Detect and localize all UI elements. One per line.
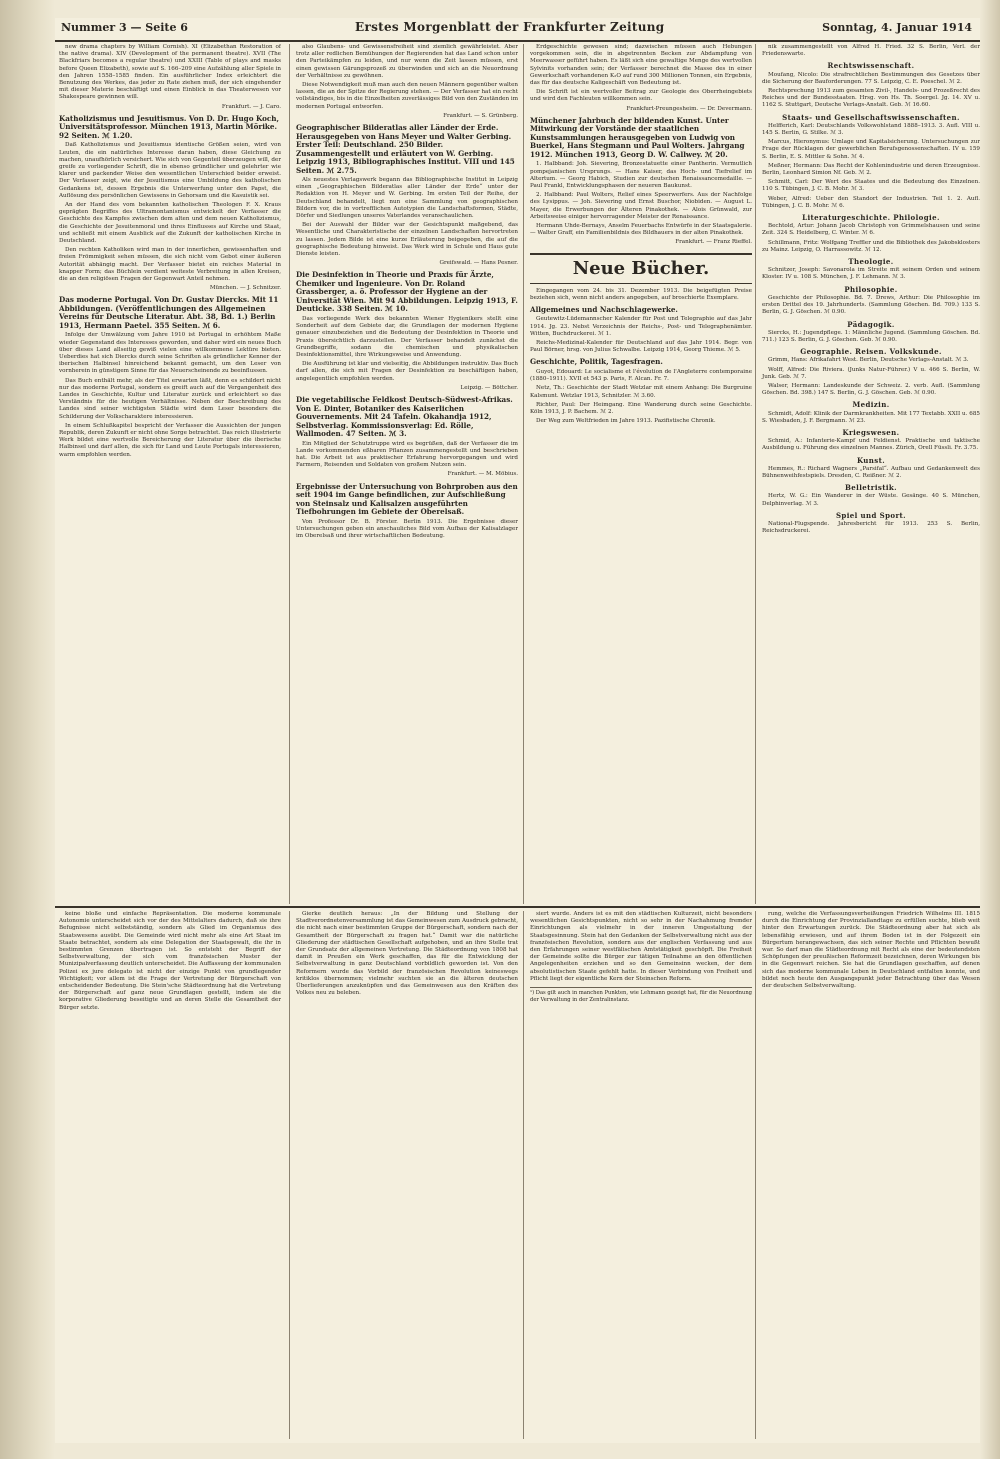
- review-paragraph: Schnitzer, Joseph: Savonarola im Streite mit seinem Orden und seinem Kloster. IV u. 108 S. München, J. F. Lehmann. ℳ 3.: [762, 267, 980, 281]
- column-1: [59, 44, 281, 904]
- article-paragraph: rung, welche die Verfassungsverheißungen Friedrich Wilhelms III. 1815 durch die Einrichtung der Provinziallandtage zu erfüllen suchte, blieb weit hinter den Erwartungen zurück. Die Städteordnung aber hat sich als lebensfähig erwiesen, und auf ihrem Boden ist in der Folgezeit ein Bürgertum herangewachsen, das sich seiner Rechte und Pflichten bewußt war. So darf man die Städteordnung mit Recht als eine der bedeutendsten Schöpfungen der preußischen Reformzeit bezeichnen, deren Wirkungen bis in die Gegenwart reichen. Sie hat die Grundlagen geschaffen, auf denen sich das moderne kommunale Leben in Deutschland entfalten konnte, und bildet noch heute den Ausgangspunkt jeder Betrachtung über das Wesen der deutschen Selbstverwaltung.: [762, 911, 980, 990]
- review-paragraph: National-Flugspende. Jahresbericht für 1913. 253 S. Berlin, Reichsdruckerei.: [762, 520, 980, 535]
- review-paragraph: Bei der Auswahl der Bilder war der Gesichtspunkt maßgebend, das Wesentliche und Charakteristische der einzelnen Landschaften hervortreten zu lassen. Jedem Bilde ist eine kurze Erläuterung beigegeben, die auf die geographische Bedeutung hinweist. Das Werk wird in Schule und Haus gute Dienste leisten.: [296, 222, 518, 258]
- review-paragraph: Wolff, Alfred: Die Riviera. (Junks Natur-Führer.) V u. 466 S. Berlin, W. Junk. Geb. ℳ 7.: [762, 366, 980, 380]
- lower-column-4: [755, 911, 980, 1439]
- author-signature: Frankfurt. — S. Grünberg.: [443, 112, 518, 119]
- review-paragraph: Schillmann, Fritz: Wolfgang Treffler und die Bibliothek des Jakobsklosters zu Mainz. Leipzig, O. Harrassowitz. ℳ 12.: [762, 239, 980, 253]
- review-paragraph: Schmitt, Carl: Der Wert des Staates und die Bedeutung des Einzelnen. 110 S. Tübingen, J. C. B. Mohr. ℳ 3.: [762, 179, 980, 193]
- review-paragraph: nik zusammengestellt von Alfred H. Fried. 32 S. Berlin, Verl. der Friedenswarte.: [762, 44, 980, 58]
- review-heading: Die Desinfektion in Theorie und Praxis für Ärzte, Chemiker und Ingenieure. Von Dr. Roland Grassberger, a. ö. Professor der Hygiene an der Universität Wien. Mit 94 Abbildungen. Leipzig 1913, F. Deuticke. 338 Seiten. ℳ 10.: [296, 270, 518, 314]
- review-paragraph: Schmid, A.: Infanterie-Kampf und Feldienst. Praktische und taktische Ausbildung u. Führung des einzelnen Mannes. Zürich, Orell Füssli. Fr. 3.75.: [762, 438, 980, 452]
- section-heading: Literaturgeschichte. Philologie.: [802, 213, 940, 223]
- author-signature: Frankfurt. — Franz Rieffel.: [675, 239, 752, 246]
- author-signature: Frankfurt. — M. Möbius.: [447, 471, 518, 478]
- review-paragraph: Moufang, Nicolo: Die strafrechtlichen Bestimmungen des Gesetzes über die Sicherung der Bauforderungen. 77 S. Leipzig, C. E. Poeschel. ℳ 2.: [762, 71, 980, 85]
- author-signature: Frankfurt. — J. Caro.: [221, 103, 281, 110]
- review-paragraph: Bechtold, Artur: Johann Jacob Christoph von Grimmelshausen und seine Zeit. 324 S. Heidelberg, C. Winter. ℳ 6.: [762, 223, 980, 237]
- review-heading: Das moderne Portugal. Von Dr. Gustav Diercks. Mit 11 Abbildungen. (Veröffentlichungen des Allgemeinen Vereins für Deutsche Literatur. Abt. 38, Bd. 1.) Berlin 1913, Hermann Paetel. 355 Seiten. ℳ 6.: [59, 295, 279, 330]
- review-heading: Katholizismus und Jesuitismus. Von D. Dr. Hugo Koch, Universitätsprofessor. München 1913, Martin Mörike. 92 Seiten. ℳ 1.20.: [59, 113, 279, 140]
- review-paragraph: Diese Notwendigkeit muß man auch den neuen Männern gegenüber walten lassen, die an der Spitze der Regierung stehen. — Der Verfasser hat ein recht vollständiges, bis in die Einzelheiten zuverlässiges Bild von den Zuständen im modernen Portugal entworfen.: [296, 82, 518, 110]
- review-paragraph: Erdgeschichte gewesen sind; dazwischen müssen auch Hebungen vorgekommen sein, die in abgetrennten Becken zur Abdampfung von Meerwasser geführt haben. Es läßt sich eine gewaltige Menge des wertvollen Sylvinits vorhanden sein; der Verfasser berechnet die Masse des in einer Gewerkschaft vorhandenen K₂O auf rund 300 Millionen Tonnen, ein Ergebnis, das für das deutsche Kaligeschäft von Bedeutung ist.: [530, 44, 752, 87]
- section-heading: Theologie.: [848, 257, 894, 267]
- review-paragraph: Als neuestes Verlagswerk begann das Bibliographische Institut in Leipzig einen „Geographischen Bilderatlas aller Länder der Erde“ unter der Redaktion von H. Meyer und W. Gerbing. Im ersten Teil der Reihe, der Deutschland behandelt, liegt nun eine Sammlung von geographischen Bildern vor, die in vortrefflichen Autotypien die Landschaftsformen, Städte, Dörfer und Siedlungen unseres Vaterlandes veranschaulichen.: [296, 177, 518, 220]
- review-paragraph: 1. Halbband: Joh. Sievering, Bronzestatuette einer Pantherin. Vermutlich pompejanischen Ursprungs. — Hans Kaiser, das Hoch- und Tiefrelief im Altertum. — Georg Habich, Studien zur deutschen Renaissancemedaille. — Paul Frankl, Entwicklungsphasen der neueren Baukunst.: [530, 161, 752, 189]
- header-issue: Nummer 3 — Seite 6: [61, 21, 188, 34]
- author-signature: Greifswald. — Hans Pesner.: [439, 260, 518, 267]
- section-heading: Medizin.: [852, 400, 890, 410]
- review-paragraph: Das vorliegende Werk des bekannten Wiener Hygienikers stellt eine Sonderheit auf dem Gebiete dar, die Grundlagen der modernen Hygiene genauer einzubeziehen und die Bedeutung der Desinfektion in Theorie und Praxis übersichtlich darzustellen. Der Verfasser behandelt zunächst die Grundbegriffe, sodann die chemischen und physikalischen Desinfektionsmittel, ihre Wirkungsweise und Anwendung.: [296, 315, 518, 358]
- upper-columns: [55, 44, 980, 904]
- review-paragraph: Die Schrift ist ein wertvoller Beitrag zur Geologie des Oberrheingebiets und wird den Fachleuten willkommen sein.: [530, 89, 752, 103]
- review-paragraph: Meßner, Hermann: Das Recht der Kohlenindustrie und deren Erzeugnisse. Berlin, Leonhard Simion Nf. Geb. ℳ 2.: [762, 162, 980, 177]
- section-heading: Philosophie.: [844, 284, 898, 294]
- review-paragraph: An der Hand des vom bekannten katholischen Theologen F. X. Kraus geprägten Begriffes des Ultramontanismus entwickelt der Verfasser die Geschichte des Kampfes zwischen dem alten und dem neuen Katholizismus, die Geschichte der Jesuitenmoral und ihres Einflusses auf Kirche und Staat, und schließt mit einem Ausblick auf die Zukunft der katholischen Kirche in Deutschland.: [59, 201, 281, 244]
- review-paragraph: Walser, Hermann: Landeskunde der Schweiz. 2. verb. Aufl. (Sammlung Göschen. Bd. 398.) 147 S. Berlin, G. J. Göschen. Geb. ℳ 0.90.: [762, 382, 980, 397]
- section-heading: Spiel und Sport.: [835, 510, 907, 520]
- review-paragraph: Grimm, Hans: Afrikafahrt West. Berlin, Deutsche Verlags-Anstalt. ℳ 3.: [768, 357, 969, 364]
- review-paragraph: Die Ausführung ist klar und vielseitig, die Abbildungen instruktiv. Das Buch darf allen, die sich mit Fragen der Desinfektion zu beschäftigen haben, angelegentlich empfohlen werden.: [296, 361, 518, 382]
- article-paragraph: Gierke deutlich heraus: „In der Bildung und Stellung der Stadtverordnetenversammlung ist das Gemeinwesen zum Ausdruck gebracht, die nicht nach einer bestimmten Gruppe der Bürgerschaft, sondern nach der Gesamtheit der Bürgerschaft zu fragen hat.“ Damit war die natürliche Gliederung der städtischen Gesellschaft aufgehoben, und an ihre Stelle trat der Grundsatz der allgemeinen Vertretung. Die Städteordnung von 1808 hat damit in Preußen ein Werk geschaffen, das für die Entwicklung der Selbstverwaltung in ganz Deutschland vorbildlich geworden ist. Von den Reformern wurde das Vorbild der französischen Revolution keineswegs kritiklos übernommen; vielmehr suchten sie an die älteren deutschen Überlieferungen anzuknüpfen und das Gemeinwesen aus den Kräften des Volkes neu zu beleben.: [296, 911, 518, 997]
- newspaper-page: [55, 18, 980, 1443]
- review-paragraph: Rechtsprechung 1913 zum gesamten Zivil-, Handels- und Prozeßrecht des Reiches und der Bundesstaaten. Hrsg. von Hs. Th. Soergel. Jg. 14. XV u. 1162 S. Stuttgart, Deutsche Verlags-Anstalt. Geb. ℳ 16.60.: [762, 88, 980, 109]
- review-heading: Die vegetabilische Feldkost Deutsch-Südwest-Afrikas. Von E. Dinter, Botaniker des Kaiserlichen Gouvernements. Mit 24 Tafeln. Okahandja 1912, Selbstverlag. Kommissionsverlag: Ed. Rölle, Wallmoden. 47 Seiten. ℳ 3.: [296, 395, 513, 438]
- page-header: [55, 18, 980, 42]
- book-spine: [0, 0, 55, 1459]
- author-signature: Frankfurt-Preungesheim. — Dr. Devermann.: [626, 105, 752, 112]
- article-paragraph: keine bloße und einfache Repräsentation. Die moderne kommunale Autonomie unterscheidet sich vor der des Mittelalters dadurch, daß sie ihre Befugnisse nicht selbstständig, sondern als Glied im Organismus des Staatswesens ausübt. Die Gemeinde wird nicht mehr als eine Art Staat im Staate betrachtet, sondern als eine Delegation der Staatsgewalt, die ihr in bestimmten Grenzen übertragen ist. So entsteht der Begriff der Selbstverwaltung, der sich vom französischen Muster der Munizipalverfassung deutlich unterscheidet. Die Auffassung der kommunalen Polizei ex jure delegato ist nicht der einzige Punkt von grundlegender Wichtigkeit; vor allem ist die Frage der Vertretung der Bürgerschaft von entscheidender Bedeutung. Die Stein'sche Städteordnung hat die Vertretung der Bürgerschaft auf ganz neue Grundlagen gestellt, indem sie die korporative Gliederung beseitigte und an deren Stelle die Gesamtheit der Bürger setzte.: [59, 911, 281, 1011]
- review-paragraph: Geutewitz-Lüdemannscher Kalender für Post und Telegraphie auf das Jahr 1914. Jg. 23. Nebst Verzeichnis der Reichs-, Post- und Telegraphenämter. Witten, Buchdruckerei. ℳ 1.: [530, 316, 752, 337]
- author-signature: Leipzig. — Böttcher.: [460, 384, 518, 391]
- review-paragraph: also Glaubens- und Gewissensfreiheit sind ziemlich gewährleistet. Aber trotz aller redlichen Bemühungen der Regierenden hat das Land schon unter den Parteikämpfen zu leiden, und nur wenn die Zeit lassen müssen, erst einen gewissen Gärungsprozeß zu überwinden und sich an die Neuordnung der Verhältnisse zu gewöhnen.: [296, 44, 518, 79]
- review-paragraph: Siercks, H.: Jugendpflege. 1: Männliche Jugend. (Sammlung Göschen. Bd. 711.) 123 S. Berlin, G. J. Göschen. Geb. ℳ 0.90.: [762, 329, 980, 343]
- review-paragraph: Eingegangen vom 24. bis 31. Dezember 1913. Die beigefügten Preise beziehen sich, wenn nicht anders angegeben, auf broschierte Exemplare.: [530, 287, 752, 301]
- section-heading: Staats- und Gesellschaftswissenschaften.: [782, 112, 960, 122]
- lower-column-3: [523, 911, 752, 1439]
- review-paragraph: Der Weg zum Weltfrieden im Jahre 1913. Pazifistische Chronik.: [536, 418, 716, 425]
- article-paragraph: siert wurde. Anders ist es mit den städtischen Kulturzeit, nicht besonders wesentlichen Gesichtspunkten, nicht so sehr in der Nachahmung fremder Einrichtungen als vielmehr in der inneren Umgestaltung der Staatsgesinnung. Stein hat den Gedanken der Selbstverwaltung nicht aus der französischen Revolution, sondern aus der englischen Verfassung und aus den Erfahrungen seiner westfälischen Amtstätigkeit geschöpft. Die Freiheit der Gemeinde sollte die Bürger zur tätigen Teilnahme an den öffentlichen Angelegenheiten erziehen und so den Gemeinsinn wecken, der dem absolutistischen Staate gefehlt hatte. In dieser Verbindung von Freiheit und Pflicht liegt der eigentliche Kern der Steinschen Reform.: [530, 911, 752, 982]
- review-paragraph: Geschichte der Philosophie. Bd. 7. Drews, Arthur: Die Philosophie im ersten Drittel des 19. Jahrhunderts. (Sammlung Göschen. Bd. 709.) 133 S. Berlin, G. J. Göschen. ℳ 0.90.: [762, 294, 980, 316]
- section-heading: Geographie. Reisen. Volkskunde.: [800, 347, 942, 357]
- column-2: [289, 44, 518, 904]
- neue-buecher-title: Neue Bücher.: [530, 253, 752, 284]
- review-paragraph: new drama chapters by William Cornish). XI (Elizabethan Restoration of the native drama). XIV (Development of the permanent theatre). XVII (The Blackfriars becomes a regular theatre) und XXIII (Table of plays and masks before Queen Elizabeth), sowie auf S. 166–209 eine Aufzählung aller Spiele in den Jahren 1558–1585 finden. Ein ausführlicher Index erleichtert die Benutzung des Werkes, das jeder zu Rate ziehen muß, der sich eingehender mit dieser Materie beschäftigt und einen Einblick in das Theaterwesen vor Shakespeare gewinnen will.: [59, 44, 281, 101]
- column-3: [523, 44, 752, 904]
- review-heading: Geographischer Bilderatlas aller Länder der Erde. Herausgegeben von Hans Meyer und Walter Gerbing. Erster Teil: Deutschland. 250 Bilder. Zusammengestellt und erläutert von W. Gerbing. Leipzig 1913, Bibliographisches Institut. VIII und 145 Seiten. ℳ 2.75.: [296, 123, 515, 175]
- section-heading: Rechtswissenschaft.: [827, 61, 915, 71]
- lower-column-1: [59, 911, 281, 1439]
- review-paragraph: Den rechten Katholiken wird man in der innerlichen, gewissenhaften und freien Frömmigkeit sehen müssen, die sich nicht vom Gebot einer äußeren Autorität abhängig macht. Der Verfasser bietet ein reiches Material in knapper Form; das Büchlein verdient weiteste Verbreitung in allen Kreisen, die an den religiösen Fragen der Gegenwart Anteil nehmen.: [59, 247, 281, 282]
- review-heading: Allgemeines und Nachschlagewerke.: [530, 304, 678, 314]
- review-paragraph: Marcus, Hieronymus: Umlage und Kapitalsicherung. Untersuchungen zur Frage der Rücklagen der gewerblichen Berufsgenossenschaften. IV u. 159 S. Berlin, E. S. Mittler & Sohn. ℳ 4.: [762, 139, 980, 160]
- page-edge: [980, 0, 1000, 1459]
- review-heading: Ergebnisse der Untersuchung von Bohrproben aus den seit 1904 im Gange befindlichen, zur Aufschließung von Steinsalz und Kalisalzen ausgeführten Tiefbohrungen im Gebiete der Oberelsaß.: [296, 481, 518, 517]
- footnote: ¹) Das gilt auch in manchen Punkten, wie Lehmann gezeigt hat, für die Neuordnung der Verwaltung in der Zentralinstanz.: [530, 987, 752, 1004]
- feuilleton-columns: [55, 911, 980, 1439]
- review-paragraph: 2. Halbband: Paul Wolters, Relief eines Speerwerfers. Aus der Nachfolge des Lysippus. — Joh. Sievering und Ernst Buschor, Niobiden. — August L. Mayer, die Erwerbungen der Älteren Pinakothek. — Alois Grünwald, zur Arbeitsweise einiger hervorragender Meister der Renaissance.: [530, 192, 752, 220]
- review-paragraph: Helfferich, Karl: Deutschlands Volkswohlstand 1888–1913. 3. Aufl. VIII u. 145 S. Berlin, G. Stilke. ℳ 3.: [762, 122, 980, 137]
- review-paragraph: Hermann Uhde-Bernays, Anselm Feuerbachs Entwürfe in der Staatsgalerie. — Walter Graff, ein Familienbildnis des Bildhauers in der alten Pinakothek.: [530, 222, 752, 237]
- header-date: Sonntag, 4. Januar 1914: [822, 21, 972, 34]
- review-paragraph: Ein Mitglied der Schutztruppe wird es begrüßen, daß der Verfasser die im Lande vorkommenden eßbaren Pflanzen zusammengestellt und beschrieben hat. Die Arbeit ist aus praktischer Erfahrung hervorgegangen und wird Farmern, Reisenden und Soldaten von großem Nutzen sein.: [296, 440, 518, 469]
- column-4: [755, 44, 980, 904]
- author-signature: München. — J. Schnitzer.: [209, 285, 281, 292]
- section-heading: Kunst.: [856, 455, 886, 465]
- review-paragraph: Hemmes, R.: Richard Wagners „Parsifal“. Aufbau und Gedankenwelt des Bühnenweihfestspiels. Dresden, C. Reißner. ℳ 2.: [762, 465, 980, 479]
- section-heading: Kriegswesen.: [842, 427, 900, 437]
- review-paragraph: Richter, Paul: Der Heimgang. Eine Wanderung durch seine Geschichte. Köln 1913, J. P. Bachem. ℳ 2.: [530, 401, 752, 415]
- section-divider: [55, 906, 980, 908]
- review-paragraph: Daß Katholizismus und Jesuitismus identische Größen seien, wird von Leuten, die ein natürliches Interesse daran haben, diese Gleichung zu machen, unaufhörlich versichert. Wie sich von Gegenteil überzeugen will, der greife zu vorliegender Schrift, die in ebenso gründlicher und gelehrter wie klarer und packender Weise den wesentlichen Unterschied beider erweist. Der Verfasser zeigt, wie der Jesuitismus eine Umbildung des katholischen Gedankens ist, dessen Ergebnis die Unterwerfung unter den Papst, die Auflösung des persönlichen Gewissens in Gehorsam und die Kasuistik sei.: [59, 142, 281, 199]
- review-paragraph: Schmidt, Adolf: Klinik der Darmkrankheiten. Mit 177 Textabb. XXII u. 685 S. Wiesbaden, J. F. Bergmann. ℳ 23.: [762, 410, 980, 424]
- review-heading: Münchener Jahrbuch der bildenden Kunst. Unter Mitwirkung der Vorstände der staatlichen Kunstsammlungen herausgegeben von Ludwig von Buerkel, Hans Stegmann und Paul Wolters. Jahrgang 1912. München 1913, Georg D. W. Callwey. ℳ 20.: [530, 115, 745, 159]
- review-paragraph: Guyot, Edouard: Le socialisme et l'évolution de l'Angleterre contemporaine (1880–1911). XVII et 543 p. Paris, F. Alcan. Fr. 7.: [530, 368, 752, 383]
- review-paragraph: Weber, Alfred: Ueber den Standort der Industrien. Teil 1. 2. Aufl. Tübingen, J. C. B. Mohr. ℳ 6.: [762, 195, 980, 209]
- section-heading: Belletristik.: [844, 483, 898, 493]
- review-paragraph: Netz, Th.: Geschichte der Stadt Wetzlar mit einem Anhang: Die Burgruine Kalsmunt. Wetzlar 1913, Schnitzler. ℳ 3.60.: [530, 385, 752, 399]
- review-paragraph: Das Buch enthält mehr, als der Titel erwarten läßt, denn es schildert nicht nur das moderne Portugal, sondern es greift auch auf die Vergangenheit des Landes in Geschichte, Kultur und Literatur zurück und erleichtert so das Verständnis für die heutigen Verhältnisse. Neben der Beschreibung des Landes sind seiner wichtigsten Städte wird dem Leser besonders die Schilderung der Volkscharaktere interessieren.: [59, 377, 281, 420]
- review-paragraph: Reichs-Medizinal-Kalender für Deutschland auf das Jahr 1914. Begr. von Paul Börner, hrsg. von Julius Schwalbe. Leipzig 1914, Georg Thieme. ℳ 5.: [530, 340, 752, 354]
- review-paragraph: Hertz, W. G.: Ein Wanderer in der Wüste. Gesänge. 40 S. München, Delphinverlag. ℳ 3.: [762, 493, 980, 507]
- review-paragraph: In einem Schlußkapitel bespricht der Verfasser die Aussichten der jungen Republik, deren Zukunft er nicht ohne Sorge betrachtet. Das reich illustrierte Werk bildet eine wertvolle Bereicherung der Literatur über die iberische Halbinsel und darf allen, die sich für Land und Leute Portugals interessieren, warm empfohlen werden.: [59, 422, 281, 458]
- section-heading: Pädagogik.: [847, 319, 895, 329]
- header-masthead: Erstes Morgenblatt der Frankfurter Zeitung: [355, 20, 665, 34]
- review-paragraph: Von Professor Dr. B. Förster. Berlin 1913. Die Ergebnisse dieser Untersuchungen geben ein anschauliches Bild vom Aufbau der Kalisalzlager im Oberelsaß und ihrer wirtschaftlichen Bedeutung.: [296, 518, 518, 539]
- lower-column-2: [289, 911, 518, 1439]
- review-paragraph: Infolge der Umwälzung vom Jahre 1910 ist Portugal in erhöhtem Maße wieder Gegenstand des Interesses geworden, und daher wird ein neues Buch über dieses Land allseitig gewiß vielen eine willkommene Lektüre bieten. Ueberdies hat sich Diercks durch seine Schriften als gründlicher Kenner der iberischen Halbinsel hinreichend bekannt gemacht, um den Leser von vornherein in günstigem Sinne für das Neuerscheinende zu beeinflussen.: [59, 332, 281, 375]
- review-heading: Geschichte, Politik, Tagesfragen.: [530, 357, 663, 367]
